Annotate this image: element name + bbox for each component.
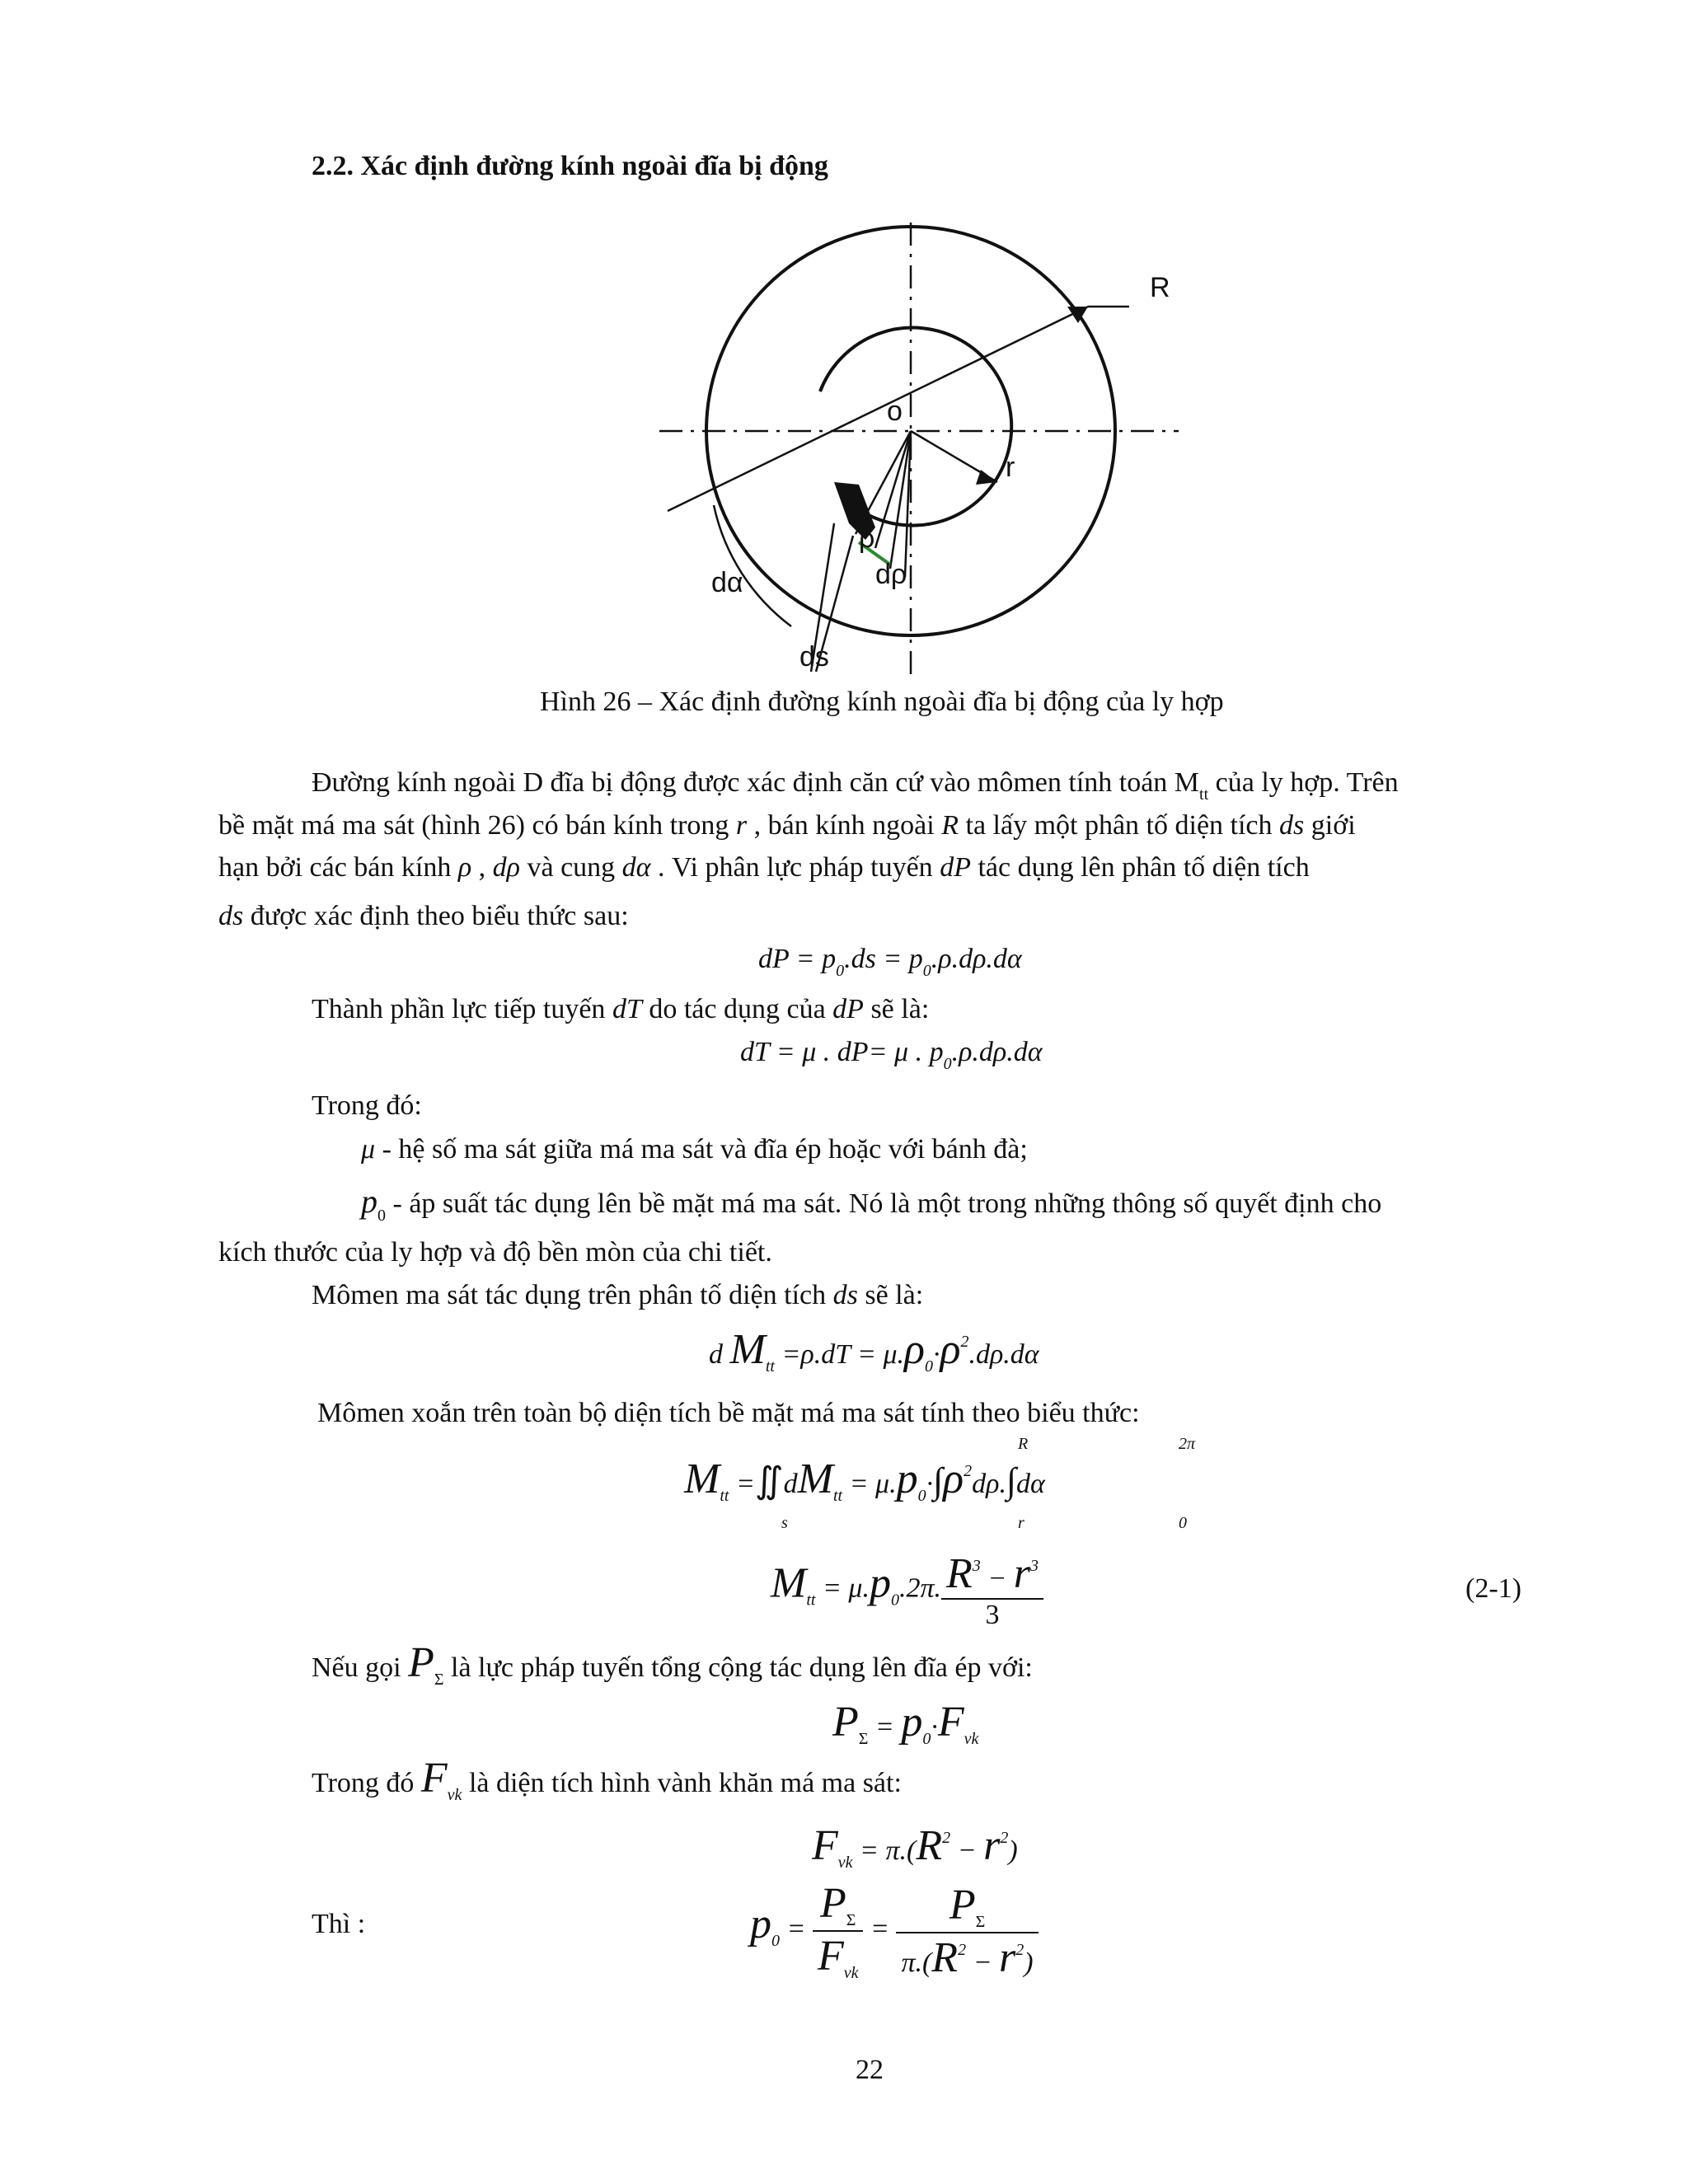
label-R: R bbox=[1150, 272, 1170, 303]
equation-dT: dT = μ . dP= μ . $p_0.\rho.d\rho.d\alpha$ bbox=[740, 1037, 1043, 1073]
label-o: o bbox=[887, 396, 903, 427]
label-drho: dρ bbox=[875, 559, 907, 590]
label-dalpha: dα bbox=[711, 567, 743, 598]
equation-p0: $p_0$ = $\frac{P_\Sigma}{F_{vk}}$ = $\frac{P_\Sigma}{\pi.(R^2 - r^2)}$ bbox=[750, 1879, 1039, 1983]
label-r: r bbox=[1006, 452, 1015, 483]
equation-dMtt: d $M_{tt} =\rho.dT = \mu.\rho_0\cdot\rho^2.d\rho.d\alpha$ bbox=[709, 1326, 1039, 1376]
figure-caption: Hình 26 – Xác định đường kính ngoài đĩa bị động của ly hợp bbox=[540, 687, 1224, 717]
equation-dP: dP = $p_0.ds = p_0.\rho.d\rho.d\alpha$ bbox=[758, 944, 1022, 980]
thi-label: Thì : bbox=[312, 1909, 366, 1939]
equation-number: (2-1) bbox=[1465, 1573, 1522, 1604]
paragraph-1-line-4: ds được xác định theo biểu thức sau: bbox=[218, 901, 629, 931]
equation-2-1: $M_{tt} = \mu.p_0.2\pi$. $\frac{R^3 - r^3}{3}$ bbox=[771, 1549, 1043, 1631]
paragraph-2: Thành phần lực tiếp tuyến dT do tác dụng của dP sẽ là: bbox=[312, 994, 930, 1024]
paragraph-6: Trong đó $F_{vk}$ là diện tích hình vành khăn má ma sát: bbox=[312, 1755, 902, 1804]
paragraph-1-line-3: hạn bởi các bán kính ρ , dρ và cung dα . Vi phân lực pháp tuyến dP tác dụng lên phân tố diện tích bbox=[218, 852, 1310, 883]
clutch-disc-figure bbox=[643, 214, 1203, 676]
paragraph-1-line-2: bề mặt má ma sát (hình 26) có bán kính trong r , bán kính ngoài R ta lấy một phân tố diện tích ds giới bbox=[218, 810, 1356, 841]
where-label: Trong đó: bbox=[312, 1090, 422, 1121]
section-heading: 2.2. Xác định đường kính ngoài đĩa bị động bbox=[312, 151, 828, 181]
label-ds: ds bbox=[799, 641, 829, 673]
paragraph-5: Nếu gọi $P_\Sigma$ là lực pháp tuyến tổng cộng tác dụng lên đĩa ép với: bbox=[312, 1639, 1033, 1689]
mu-definition: μ - hệ số ma sát giữa má ma sát và đĩa ép hoặc với bánh đà; bbox=[361, 1134, 1028, 1165]
paragraph-4: Mômen xoắn trên toàn bộ diện tích bề mặt má ma sát tính theo biểu thức: bbox=[317, 1398, 1140, 1428]
p0-definition: $p_0$ - áp suất tác dụng lên bề mặt má ma sát. Nó là một trong những thông số quyết định cho bbox=[361, 1183, 1382, 1225]
paragraph-3: Mômen ma sát tác dụng trên phân tố diện tích ds sẽ là: bbox=[312, 1280, 924, 1310]
p0-definition-cont: kích thước của ly hợp và độ bền mòn của chi tiết. bbox=[218, 1237, 772, 1268]
equation-Fvk: $F_{vk} = \pi.(R^2 - r^2)$ bbox=[812, 1822, 1018, 1872]
equation-Mtt-integral: $M_{tt}$ $=∬dM_{tt} = \mu.p_0\cdot\int\rho^2d\rho.\int d\alpha$ s R r 2π 0 bbox=[684, 1435, 1196, 1532]
equation-Psigma: $P_\Sigma = p_0\cdot F_{vk}$ bbox=[832, 1699, 979, 1748]
label-rho: ρ bbox=[859, 523, 875, 554]
page-number: 22 bbox=[856, 2055, 884, 2085]
paragraph-1-line-1: Đường kính ngoài D đĩa bị động được xác định căn cứ vào mômen tính toán $M_{tt}$ của ly hợp. Trên bbox=[312, 767, 1399, 804]
